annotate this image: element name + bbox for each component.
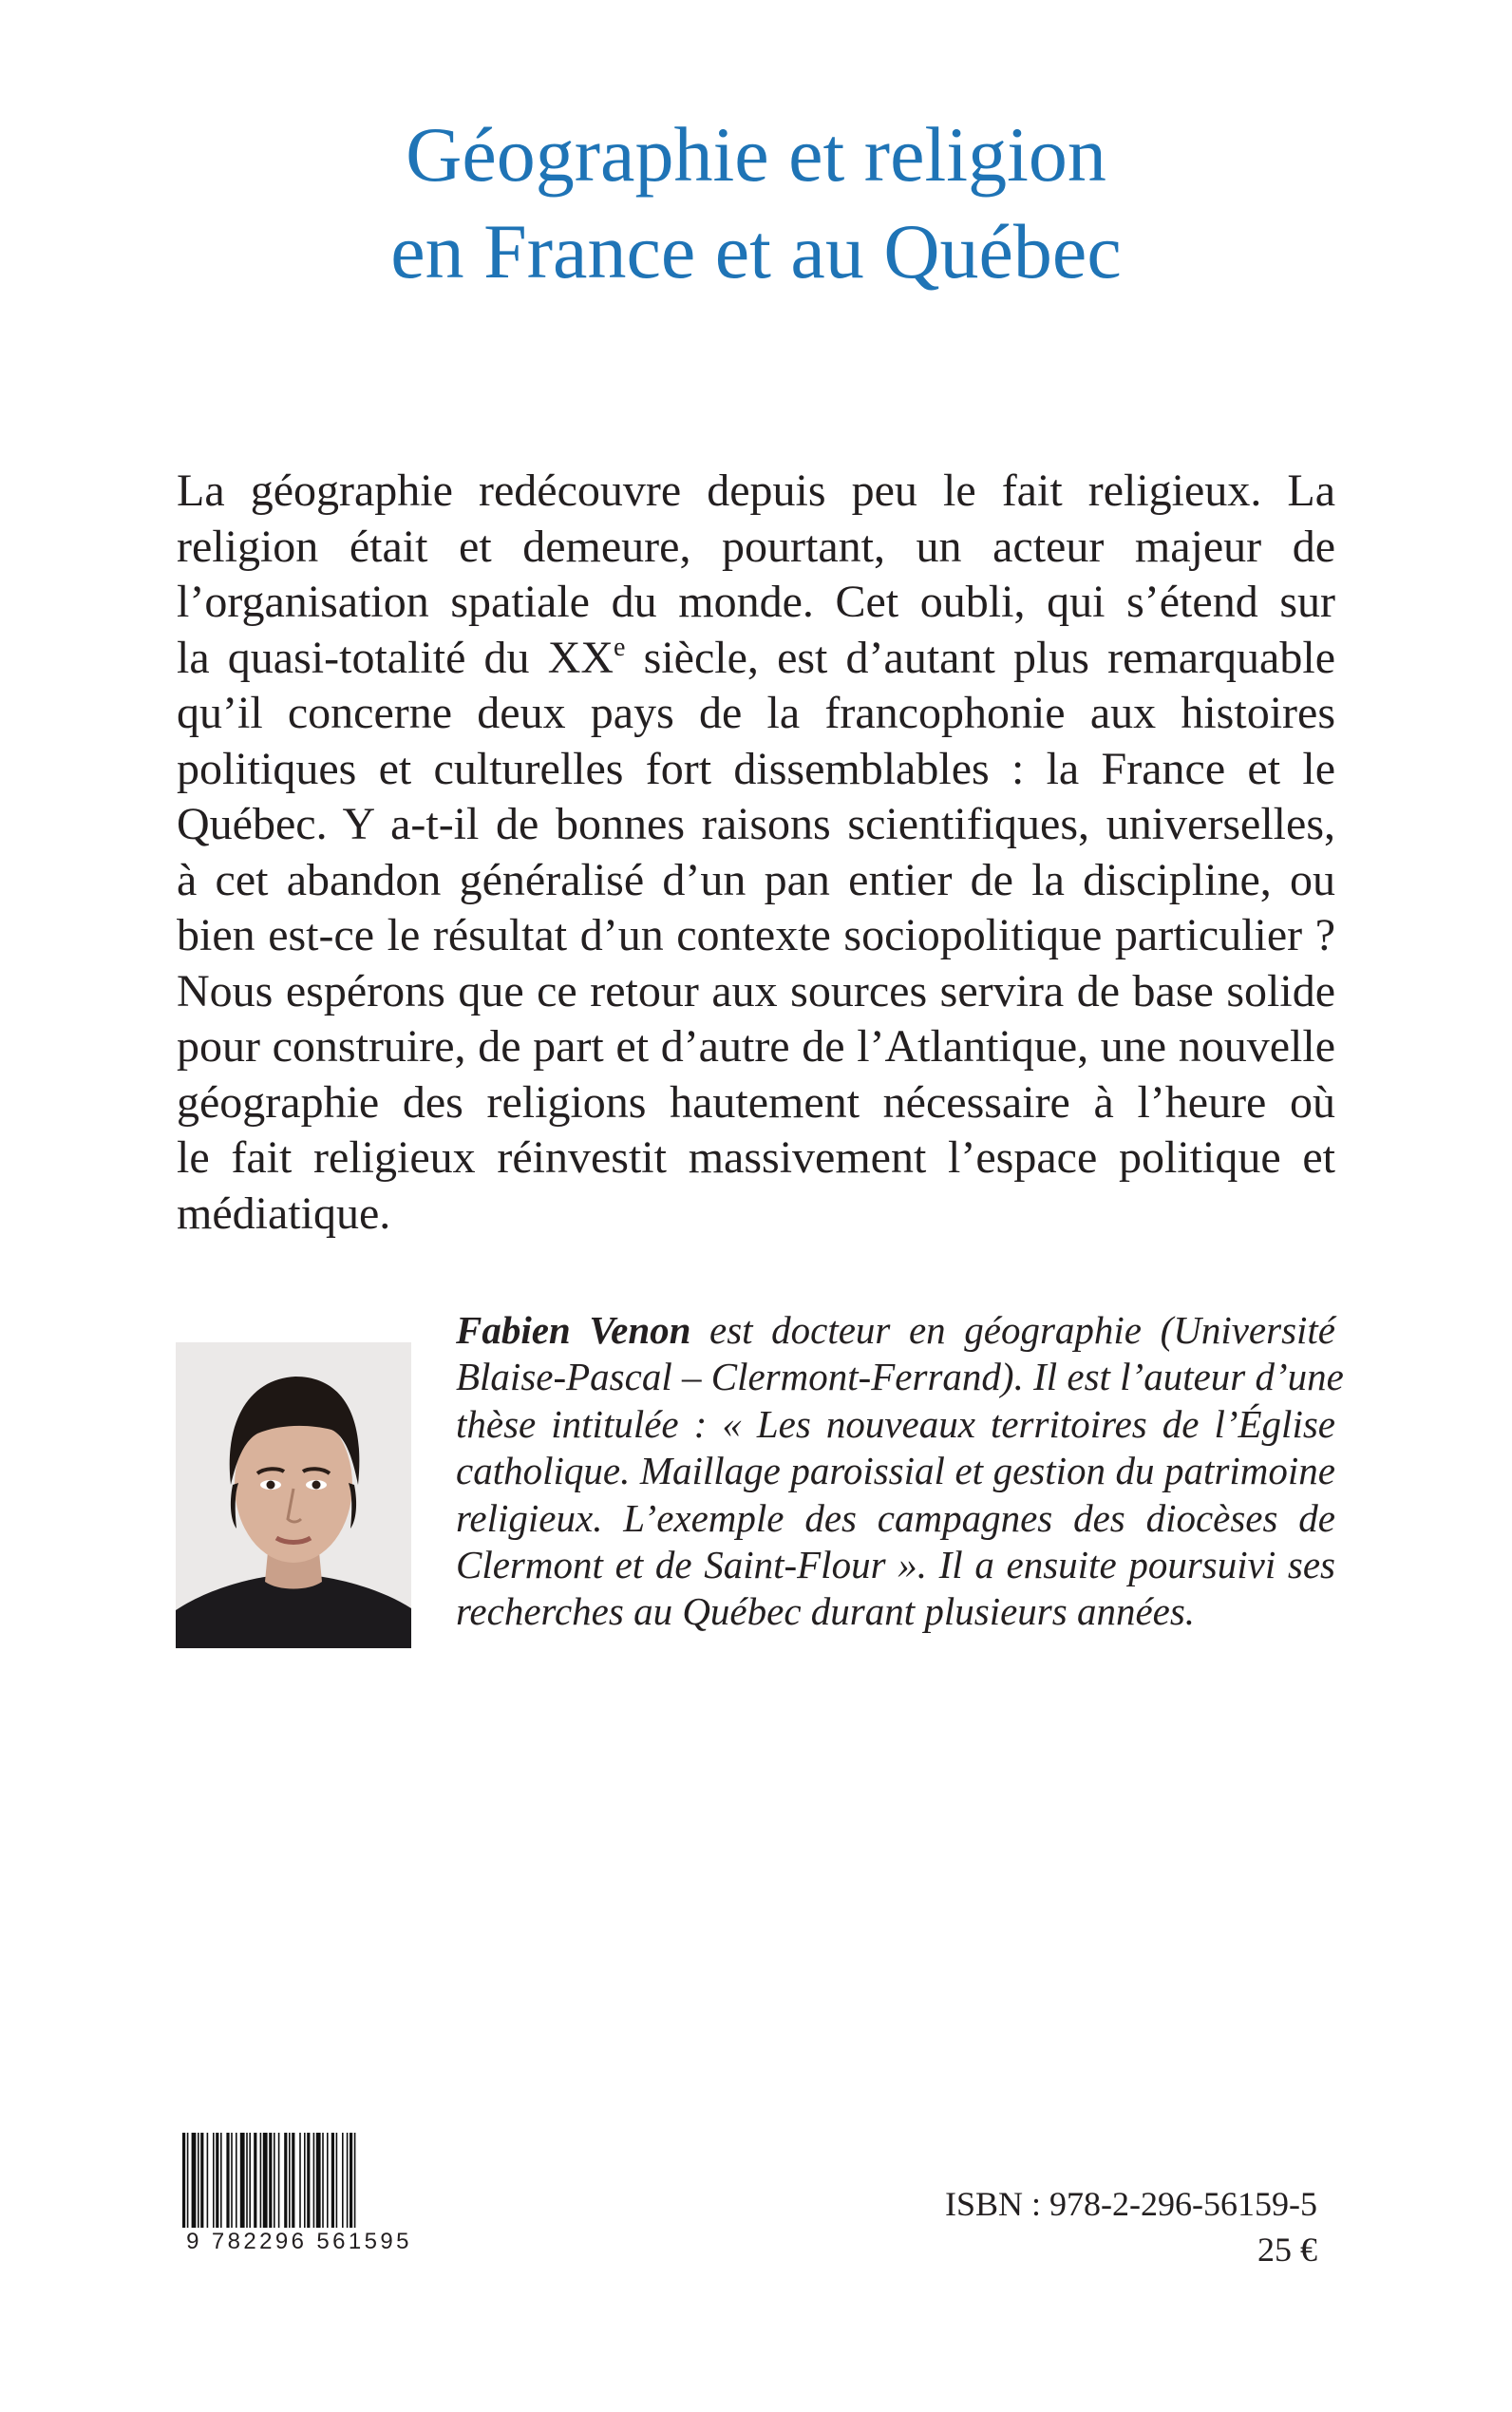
- barcode-bar: [274, 2133, 275, 2228]
- book-title: [0, 106, 1512, 300]
- summary-line: bien est-ce le résultat d’un contexte sociopolitique particulier ?: [177, 910, 1335, 960]
- barcode: [177, 2133, 422, 2228]
- barcode-bar: [220, 2133, 222, 2228]
- summary-line: l’organisation spatiale du monde. Cet oubli, qui s’étend sur: [177, 577, 1335, 627]
- barcode-bar: [260, 2133, 262, 2228]
- summary-line: Québec. Y a-t-il de bonnes raisons scientifiques, universelles,: [177, 799, 1335, 849]
- barcode-bar: [336, 2133, 338, 2228]
- isbn: ISBN : 978-2-296-56159-5: [945, 2185, 1317, 2223]
- barcode-bar: [216, 2133, 218, 2228]
- barcode-bar: [198, 2133, 199, 2228]
- barcode-bar: [240, 2133, 245, 2228]
- title-line-1: Géographie et religion: [406, 111, 1106, 198]
- summary-line: le fait religieux réinvestit massivement l’espace politique et: [177, 1132, 1335, 1183]
- summary-line: médiatique.: [177, 1187, 391, 1239]
- author-photo: [176, 1342, 411, 1648]
- barcode-bar: [246, 2133, 248, 2228]
- barcode-bar: [347, 2133, 349, 2228]
- summary-line: qu’il concerne deux pays de la francophonie aux histoires: [177, 688, 1335, 738]
- barcode-bar: [299, 2133, 301, 2228]
- barcode-bar: [278, 2133, 280, 2228]
- title-line-2: en France et au Québec: [390, 208, 1122, 294]
- summary-line: géographie des religions hautement nécessaire à l’heure où: [177, 1076, 1335, 1128]
- barcode-bar: [231, 2133, 233, 2228]
- bio-line: religieux. L’exemple des campagnes des diocèses de: [456, 1495, 1335, 1540]
- barcode-bar: [304, 2133, 306, 2228]
- barcode-bar: [200, 2133, 203, 2228]
- barcode-bar: [249, 2133, 251, 2228]
- author-portrait-illustration: [176, 1342, 411, 1648]
- summary-line: à cet abandon généralisé d’un pan entier de la discipline, ou: [177, 854, 1335, 905]
- barcode-bar: [226, 2133, 229, 2228]
- barcode-bar: [187, 2133, 189, 2228]
- barcode-bar: [236, 2133, 237, 2228]
- barcode-bar: [322, 2133, 324, 2228]
- author-bio: [456, 1307, 1344, 1636]
- barcode-bar: [354, 2133, 356, 2228]
- summary-line: La géographie redécouvre depuis peu le fait religieux. La: [177, 465, 1335, 516]
- barcode-bar: [342, 2133, 344, 2228]
- barcode-bar: [213, 2133, 215, 2228]
- summary-line: [177, 631, 1335, 687]
- barcode-bar: [350, 2133, 352, 2228]
- book-summary: [177, 464, 1335, 1242]
- bio-text: est docteur en géographie (Université: [690, 1308, 1336, 1352]
- bio-line: thèse intitulée : « Les nouveaux territoires de l’Église: [456, 1401, 1335, 1446]
- summary-line: Nous espérons que ce retour aux sources servira de base solide: [177, 965, 1335, 1016]
- bio-line: [456, 1307, 1335, 1354]
- barcode-number: 9 782296 561595: [186, 2229, 412, 2254]
- barcode-bar: [269, 2133, 272, 2228]
- barcode-bar: [284, 2133, 287, 2228]
- barcode-bar: [254, 2133, 256, 2228]
- barcode-bar: [331, 2133, 334, 2228]
- price: 25 €: [1257, 2231, 1317, 2269]
- barcode-bar: [182, 2133, 185, 2228]
- summary-line: religion était et demeure, pourtant, un acteur majeur de: [177, 521, 1335, 572]
- summary-line: pour construire, de part et d’autre de l’Atlantique, une nouvelle: [177, 1021, 1335, 1072]
- summary-text: la quasi-totalité du XX: [177, 632, 614, 683]
- barcode-bar: [313, 2133, 315, 2228]
- bio-line: catholique. Maillage paroissial et gestion du patrimoine: [456, 1449, 1335, 1493]
- barcode-bar: [263, 2133, 268, 2228]
- barcode-bar: [307, 2133, 310, 2228]
- barcode-bar: [289, 2133, 291, 2228]
- bio-line: Blaise-Pascal – Clermont-Ferrand). Il est l’auteur d’une: [456, 1355, 1344, 1399]
- barcode-bar: [292, 2133, 294, 2228]
- barcode-bar: [316, 2133, 321, 2228]
- summary-text: siècle, est d’autant plus remarquable: [625, 632, 1336, 683]
- barcode-bar: [192, 2133, 197, 2228]
- century-superscript: e: [614, 632, 626, 662]
- summary-line: politiques et culturelles fort dissemblables : la France et le: [177, 743, 1335, 794]
- bio-line: Clermont et de Saint-Flour ». Il a ensuite poursuivi ses: [456, 1543, 1335, 1587]
- bio-line: recherches au Québec durant plusieurs années.: [456, 1589, 1196, 1634]
- barcode-bar: [207, 2133, 209, 2228]
- barcode-bar: [327, 2133, 329, 2228]
- author-name: Fabien Venon: [456, 1308, 691, 1352]
